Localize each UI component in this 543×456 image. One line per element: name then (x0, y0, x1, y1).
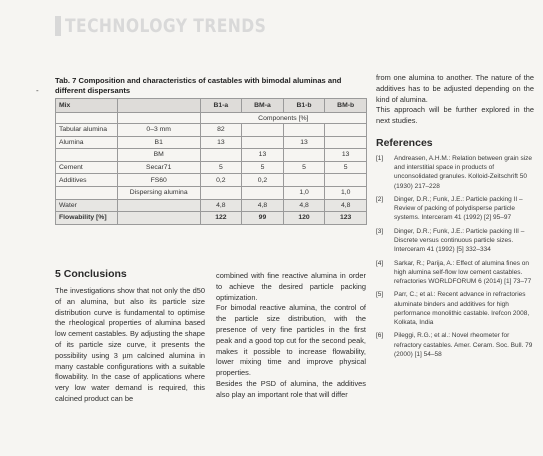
table-header-cell: BM-b (325, 99, 367, 113)
table-header-cell: B1-a (200, 99, 242, 113)
table-row: Dispersing alumina 1,0 1,0 (56, 186, 367, 199)
reference-text: Andreasen, A.H.M.: Relation between grain size and interstitial space in products of unconsolidated granules. Kolloid-Zeitschrift 50 (1930) 217–228 (394, 155, 533, 190)
conclusions-paragraph: Besides the PSD of alumina, the additives also play an important role that will differ (216, 378, 366, 399)
reference-number: [4] (376, 259, 384, 267)
reference-item (376, 195, 534, 223)
reference-item (376, 290, 534, 327)
conclusions-column-3 (376, 73, 534, 127)
conclusions-heading: 5 Conclusions (55, 268, 127, 280)
reference-text: Dinger, D.R.; Funk, J.E.: Particle packing III – Discrete versus continuous particle sizes. Interceram 41 (1992) [5] 332–334 (394, 227, 525, 254)
table-row: BM 13 13 (56, 149, 367, 162)
reference-number: [3] (376, 227, 384, 235)
composition-table (55, 98, 367, 225)
header-title: TECHNOLOGY TRENDS (65, 15, 267, 37)
conclusions-paragraph: from one alumina to another. The nature of the additives has to be adjusted depending on the kind of alumina. (376, 73, 534, 104)
conclusions-paragraph: The investigations show that not only the d50 of an alumina, but also its particle size distribution curve is fundamental to optimise the rheological properties of alumina based low cement castables. By adjusting the shape of its particle size curve, it presents the possibility using 3 µm calcined alumina in many castable configurations with a suitable flowability. In the case of applications where very low water demand is required, this calcined product can be (55, 286, 205, 403)
table-components-row (56, 113, 367, 124)
table-header-row (56, 99, 367, 113)
reference-text: Pileggi, R.G.; et al.: Novel rheometer for refractory castables. Amer. Ceram. Soc. Bull. 79 (2000) [1] 54–58 (394, 332, 533, 358)
reference-number: [2] (376, 196, 384, 203)
table-caption: Tab. 7 Composition and characteristics of castables with bimodal aluminas and different dispersants (55, 76, 342, 95)
references-heading: References (376, 137, 433, 149)
reference-text: Dinger, D.R.; Funk, J.E.: Particle packing II – Review of packing of polydisperse particle systems. Interceram 41 (1992) [2] 95–97 (394, 196, 523, 222)
conclusions-column-2 (216, 271, 366, 401)
section-header (55, 14, 310, 38)
reference-item (376, 227, 534, 255)
reference-text: Parr, C.; et al.: Recent advance in refractories aluminate binders and additives for high performance monolithic castable. Irefcon 2008, Kolkata, India (394, 291, 530, 326)
reference-number: [5] (376, 291, 384, 299)
reference-number: [1] (376, 155, 384, 162)
reference-item (376, 154, 534, 191)
conclusions-paragraph: combined with fine reactive alumina in order to achieve the desired particle packing optimization. (216, 271, 366, 302)
components-label: Components [%] (200, 113, 366, 124)
table-row: Cement Secar71 5 5 5 5 (56, 161, 367, 174)
table-header-cell: BM-a (242, 99, 284, 113)
table-row: Tabular alumina 0–3 mm 82 (56, 124, 367, 137)
reference-item (376, 259, 534, 287)
conclusions-column-1 (55, 286, 205, 405)
reference-item (376, 331, 534, 359)
table-row: Alumina B1 13 13 (56, 136, 367, 149)
reference-text: Sarkar, R.; Parija, A.: Effect of alumina fines on high alumina self-flow low cement castables. refractories WORLDFORUM 6 (2014) [1] 73–77 (394, 259, 532, 285)
conclusions-paragraph: For bimodal reactive alumina, the control of the particle size distribution, with the presence of very fine particles in the first peak and a good top cut for the second peak, makes it possible to increase flowability, lower mixing time and improve physical properties. (216, 303, 366, 378)
conclusions-paragraph: This approach will be further explored in the next studies. (376, 105, 534, 126)
margin-mark: - (36, 86, 39, 95)
table-header-cell (117, 99, 200, 113)
table-row: Flowability [%] 122 99 120 123 (56, 212, 367, 225)
header-accent-bar (55, 16, 61, 36)
references-list (376, 154, 534, 363)
reference-number: [6] (376, 332, 384, 340)
table-header-cell: B1-b (283, 99, 325, 113)
table-row: Water 4,8 4,8 4,8 4,8 (56, 199, 367, 212)
table-row: Additives FS60 0,2 0,2 (56, 174, 367, 187)
table-header-cell: Mix (56, 99, 118, 113)
